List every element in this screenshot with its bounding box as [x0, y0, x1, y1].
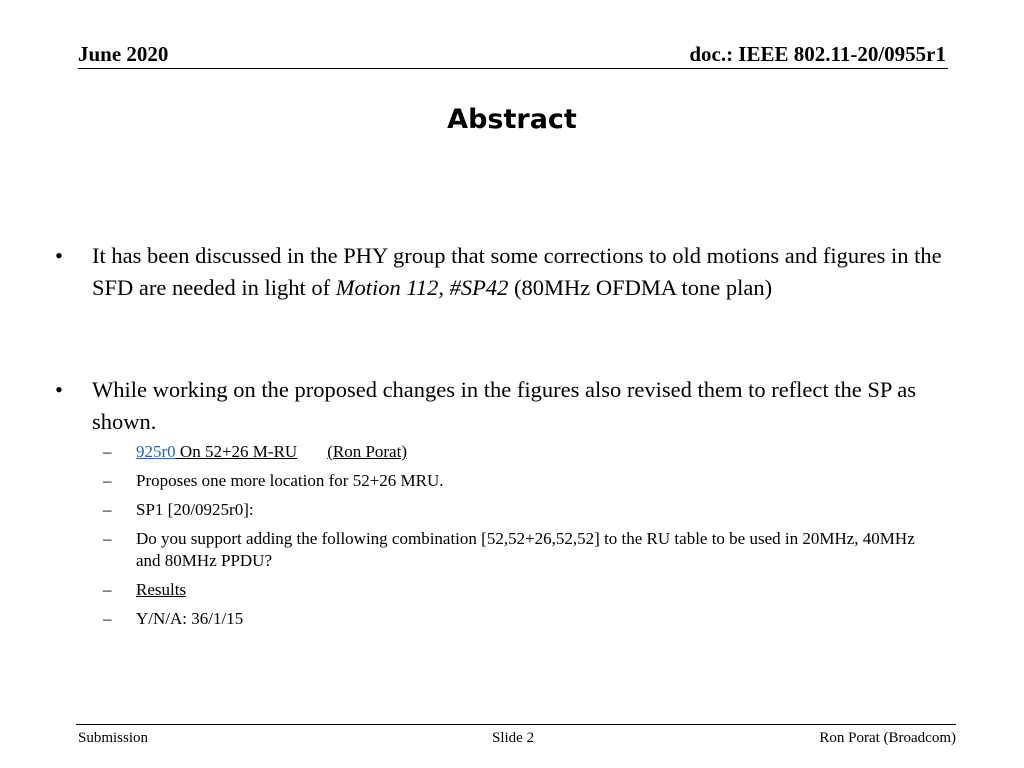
doc-link-925r0[interactable]: 925r0 — [136, 442, 176, 461]
bullet-marker: • — [55, 377, 63, 402]
straw-poll-question: Do you support adding the following combination [52,52+26,52,52] to the RU table to be used in 20MHz, 40MHz and 80MHz PPDU? — [136, 529, 915, 570]
slide-footer — [76, 724, 956, 746]
list-item — [103, 528, 933, 572]
bullet-item-2 — [55, 374, 975, 438]
slide-title: Abstract — [447, 104, 577, 135]
bullet-text-2: While working on the proposed changes in the figures also revised them to reflect the SP as shown. — [92, 377, 916, 434]
presenter-name: (Ron Porat) — [327, 442, 407, 461]
list-item — [103, 608, 933, 630]
bullet-marker: • — [55, 243, 63, 268]
link-title: On 52+26 M-RU — [175, 442, 298, 461]
results-label: Results — [136, 580, 187, 599]
header-doc-number: doc.: IEEE 802.11-20/0955r1 — [689, 42, 946, 66]
dash-marker: – — [103, 529, 112, 548]
vote-counts: Y/N/A: 36/1/15 — [136, 609, 244, 628]
sub-item-list — [103, 441, 933, 637]
dash-marker: – — [103, 500, 112, 519]
proposal-text: Proposes one more location for 52+26 MRU. — [136, 471, 444, 490]
sp1-label: SP1 [20/0925r0]: — [136, 500, 254, 519]
bullet-item-1 — [55, 240, 975, 304]
list-item — [103, 470, 933, 492]
list-item — [103, 441, 933, 463]
motion-reference: Motion 112, #SP42 — [335, 275, 509, 300]
dash-marker: – — [103, 580, 112, 599]
dash-marker: – — [103, 609, 112, 628]
footer-slide-number: Slide 2 — [492, 730, 535, 746]
footer-submission: Submission — [78, 730, 149, 746]
slide-header — [78, 42, 948, 69]
dash-marker: – — [103, 471, 112, 490]
footer-author: Ron Porat (Broadcom) — [819, 730, 956, 746]
list-item — [103, 579, 933, 601]
header-date: June 2020 — [78, 42, 169, 66]
dash-marker: – — [103, 442, 112, 461]
bullet-text-1: It has been discussed in the PHY group that some corrections to old motions and figures in the SFD are needed in light of Motion 112, #SP42 (80MHz OFDMA tone plan) — [92, 243, 942, 300]
list-item — [103, 499, 933, 521]
